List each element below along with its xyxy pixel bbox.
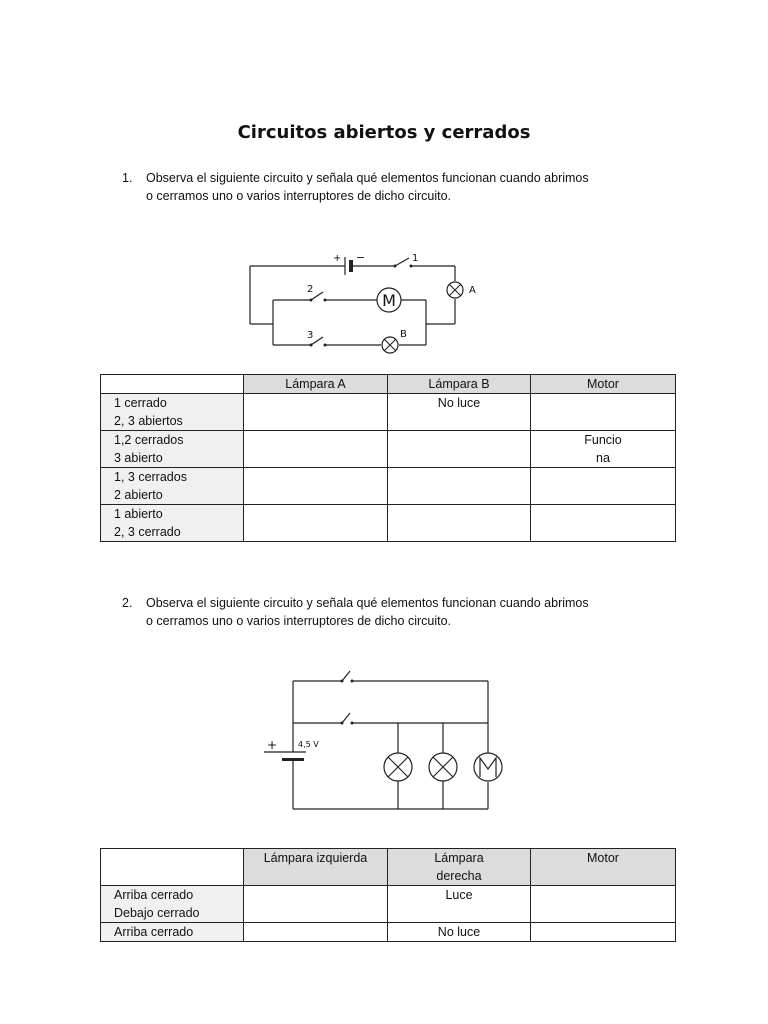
answer-cell[interactable]: [244, 886, 388, 923]
answer-cell[interactable]: [388, 431, 531, 468]
table-row: [101, 468, 676, 505]
right-lamp-icon: [429, 753, 457, 781]
row-label-line: 2, 3 cerrado: [114, 525, 181, 539]
question-line: Observa el siguiente circuito y señala qué elementos funcionan cuando abrimos: [146, 596, 589, 610]
column-header-motor: Motor: [531, 375, 676, 394]
switch-2-label: 2: [307, 284, 314, 295]
row-label-line: 3 abierto: [114, 451, 163, 465]
column-header-lampara-a: Lámpara A: [244, 375, 388, 394]
row-label-line: 2 abierto: [114, 488, 163, 502]
header-text: Lámpara izquierda: [263, 851, 368, 865]
table-row: [101, 431, 676, 468]
lamp-a-icon: [447, 282, 463, 298]
row-label-line: 2, 3 abiertos: [114, 414, 183, 428]
row-label-line: 1 cerrado: [114, 396, 167, 410]
table-corner-cell: [101, 375, 244, 394]
battery-minus-label: −: [356, 251, 366, 264]
switch-bottom-icon: [341, 713, 354, 725]
question-line: Observa el siguiente circuito y señala qué elementos funcionan cuando abrimos: [146, 171, 589, 185]
table-row: [101, 886, 676, 923]
row-label: [101, 505, 244, 542]
table-row: [101, 505, 676, 542]
row-label-line: Arriba cerrado: [114, 888, 194, 902]
row-label-line: 1 abierto: [114, 507, 163, 521]
answer-cell[interactable]: [244, 431, 388, 468]
question-text: [146, 169, 616, 205]
answer-text: No luce: [437, 925, 481, 939]
answer-text: Funcio: [584, 433, 622, 447]
column-header-lampara-izquierda: [244, 849, 388, 886]
row-label: [101, 886, 244, 923]
motor-label: M: [382, 291, 396, 310]
column-header-motor: [531, 849, 676, 886]
switch-1-label: 1: [412, 253, 419, 264]
lamp-a-label: A: [469, 285, 476, 296]
table-row: [101, 923, 676, 942]
switch-1-icon: [394, 258, 413, 268]
row-label-line: Debajo cerrado: [114, 906, 200, 920]
left-lamp-icon: [384, 753, 412, 781]
motor-icon: [474, 753, 502, 781]
switch-3-label: 3: [307, 330, 314, 341]
question-number: 1.: [122, 171, 133, 185]
table-row: [101, 394, 676, 431]
answer-cell[interactable]: [388, 505, 531, 542]
answer-cell[interactable]: [531, 468, 676, 505]
answer-text: Luce: [445, 888, 473, 902]
header-text: Lámpara: [434, 851, 484, 865]
answer-cell[interactable]: [244, 394, 388, 431]
answer-cell[interactable]: [388, 923, 531, 942]
switch-top-icon: [341, 671, 354, 683]
question-line: o cerramos uno o varios interruptores de dicho circuito.: [146, 614, 452, 628]
answer-cell[interactable]: [244, 505, 388, 542]
voltage-label: 4,5 V: [298, 740, 319, 749]
answer-cell[interactable]: [531, 923, 676, 942]
lamp-b-icon: [382, 337, 398, 353]
row-label-line: 1,2 cerrados: [114, 433, 184, 447]
row-label-line: 1, 3 cerrados: [114, 470, 187, 484]
row-label: [101, 468, 244, 505]
table-corner-cell: [101, 849, 244, 886]
battery-icon: [264, 752, 306, 761]
battery-plus-label: +: [267, 738, 278, 752]
row-label: [101, 394, 244, 431]
table-header-row: [101, 375, 676, 394]
answer-cell[interactable]: [531, 886, 676, 923]
lamp-b-label: B: [400, 329, 407, 340]
page-title: Circuitos abiertos y cerrados: [237, 122, 531, 143]
row-label: [101, 923, 244, 942]
circuit-diagram-2: [262, 668, 512, 813]
row-label-line: Arriba cerrado: [114, 925, 194, 939]
battery-plus-label: +: [333, 253, 342, 264]
question-number: 2.: [122, 596, 133, 610]
column-header-lampara-derecha: [388, 849, 531, 886]
header-text: derecha: [436, 869, 482, 883]
answer-cell[interactable]: [388, 394, 531, 431]
answer-cell[interactable]: [531, 505, 676, 542]
circuit-diagram-1: [240, 248, 500, 358]
answer-cell[interactable]: [388, 468, 531, 505]
answer-text: No luce: [437, 396, 481, 410]
answer-cell[interactable]: [531, 431, 676, 468]
table-header-row: [101, 849, 676, 886]
row-label: [101, 431, 244, 468]
answer-cell[interactable]: [531, 394, 676, 431]
results-table-1: [100, 374, 676, 542]
question-line: o cerramos uno o varios interruptores de dicho circuito.: [146, 189, 452, 203]
answer-cell[interactable]: [244, 923, 388, 942]
answer-cell[interactable]: [244, 468, 388, 505]
answer-text: na: [596, 451, 610, 465]
battery-icon: [345, 257, 353, 275]
question-text: [146, 594, 616, 630]
results-table-2: [100, 848, 676, 942]
column-header-lampara-b: Lámpara B: [388, 375, 531, 394]
header-text: Motor: [587, 851, 619, 865]
answer-cell[interactable]: [388, 886, 531, 923]
